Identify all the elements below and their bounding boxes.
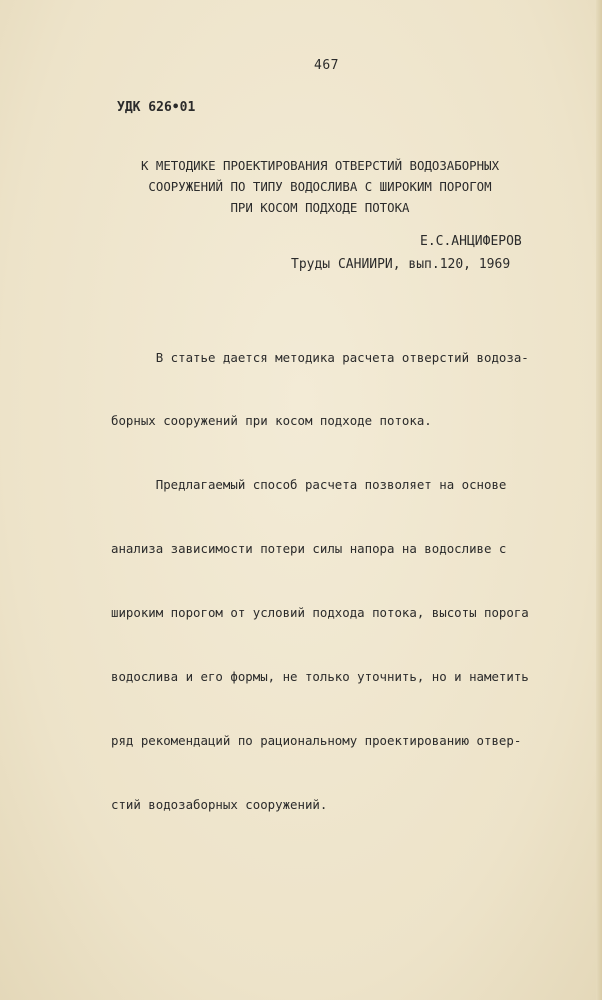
- title-line: СООРУЖЕНИЙ ПО ТИПУ ВОДОСЛИВА С ШИРОКИМ ПОРОГОМ: [148, 179, 492, 194]
- abstract-line: водослива и его формы, не только уточнить, но и наметить: [111, 669, 529, 685]
- article-title: [100, 155, 540, 218]
- title-line: ПРИ КОСОМ ПОДХОДЕ ПОТОКА: [230, 200, 410, 215]
- abstract-line: анализа зависимости потери силы напора на водосливе с: [111, 541, 507, 557]
- abstract-line: широким порогом от условий подхода потока, высоты порога: [111, 605, 529, 621]
- abstract-text: [111, 304, 529, 858]
- author-name: Е.С.АНЦИФЕРОВ: [420, 234, 522, 249]
- page-edge: [596, 0, 602, 1000]
- abstract-line: стий водозаборных сооружений.: [111, 796, 328, 812]
- abstract-line: В статье дается методика расчета отверстий водоза-: [111, 349, 529, 365]
- title-line: К МЕТОДИКЕ ПРОЕКТИРОВАНИЯ ОТВЕРСТИЙ ВОДОЗАБОРНЫХ: [140, 158, 500, 173]
- abstract-line: ряд рекомендаций по рациональному проектированию отвер-: [111, 732, 522, 748]
- publication-source: Труды САНИИРИ, вып.120, 1969: [291, 257, 511, 272]
- abstract-line: борных сооружений при косом подходе потока.: [111, 413, 432, 429]
- page-number: 467: [314, 58, 339, 73]
- abstract-line: Предлагаемый способ расчета позволяет на основе: [111, 477, 507, 493]
- udk-code: УДК 626•01: [117, 100, 196, 115]
